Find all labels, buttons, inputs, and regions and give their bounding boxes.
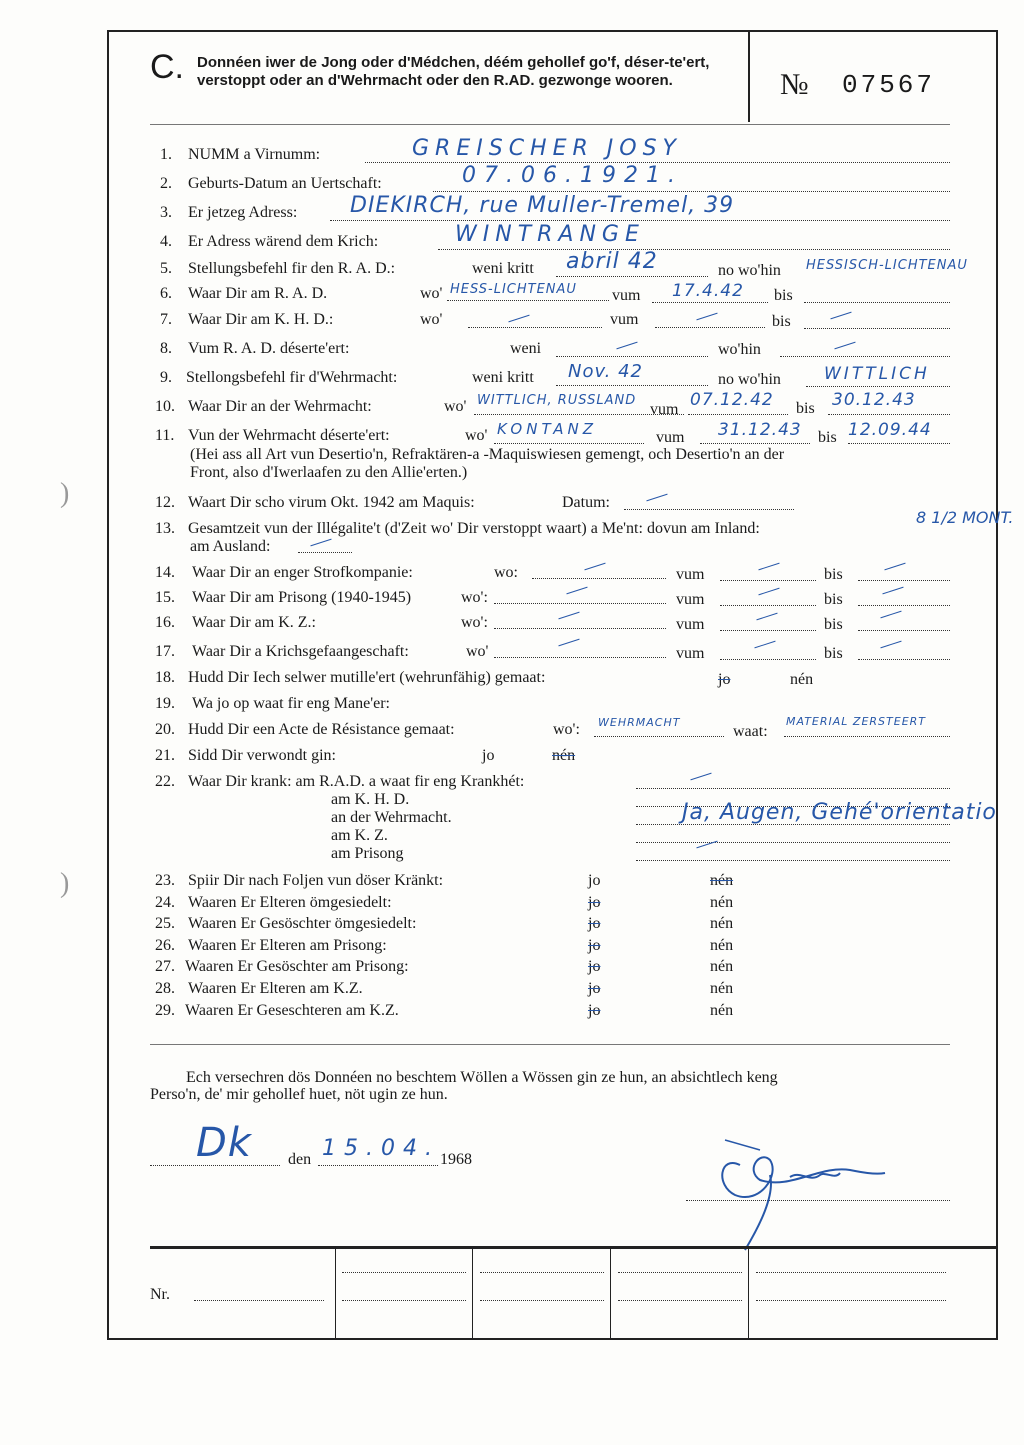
field-14-wo: wo: <box>494 564 518 581</box>
field-21-nen[interactable]: nén <box>552 747 576 764</box>
field-18-number: 18. <box>155 669 175 686</box>
header-rule <box>150 124 950 125</box>
field-10-line-c <box>828 414 950 415</box>
date-value[interactable]: 15.04. <box>322 1136 440 1161</box>
field-24-nen[interactable]: nén <box>710 894 734 911</box>
field-10-value[interactable]: WITTLICH, RUSSLAND <box>477 393 637 408</box>
field-20-number: 20. <box>155 721 175 738</box>
field-21-label: Sidd Dir verwondt gin: <box>188 747 336 764</box>
field-9-label: Stellongsbefehl fir d'Wehrmacht: <box>186 369 398 386</box>
field-16-wo: wo': <box>461 614 488 631</box>
field-6-from[interactable]: 17.4.42 <box>672 281 744 301</box>
field-17-line-b <box>720 659 816 660</box>
field-20-line-a <box>594 736 724 737</box>
field-14-line-b <box>720 580 816 581</box>
field-11-bis: bis <box>818 429 837 446</box>
field-1-label: NUMM a Virnumm: <box>188 146 321 163</box>
field-11-wo: wo' <box>465 427 488 444</box>
field-6-line-b <box>652 302 768 303</box>
field-7-bis: bis <box>772 313 791 330</box>
field-22-number: 22. <box>155 773 175 790</box>
date-line <box>318 1165 438 1166</box>
field-17-label: Waar Dir a Krichsgefaangeschaft: <box>192 643 409 660</box>
footer-cell-line[interactable] <box>618 1272 742 1273</box>
declaration-line-2: Perso'n, de' mir gehollef huet, nöt ugin ze hun. <box>150 1086 448 1103</box>
field-12-line <box>624 509 794 510</box>
field-14-label: Waar Dir an enger Strofkompanie: <box>192 564 413 581</box>
number-label: № <box>780 68 809 101</box>
field-22-sub-2: an der Wehrmacht. <box>331 809 452 826</box>
field-20-value2[interactable]: MATERIAL ZERSTEERT <box>786 715 927 728</box>
field-26-number: 26. <box>155 937 175 954</box>
field-11-from[interactable]: 31.12.43 <box>718 420 802 440</box>
field-14-line-a <box>532 578 666 579</box>
declaration-rule <box>150 1044 950 1045</box>
field-29-label: Waaren Er Geseschteren am K.Z. <box>185 1002 399 1019</box>
footer-cell-line[interactable] <box>756 1300 946 1301</box>
field-9-value[interactable]: Nov. 42 <box>568 361 644 382</box>
form-number: 07567 <box>842 70 936 100</box>
field-27-number: 27. <box>155 958 175 975</box>
field-2-value[interactable]: 07.06.1921. <box>462 163 683 188</box>
footer-cell-line[interactable] <box>342 1300 466 1301</box>
footer-cell-divider <box>748 1248 749 1338</box>
field-23-jo[interactable]: jo <box>588 872 601 889</box>
field-8-line-a <box>556 356 708 357</box>
field-10-number: 10. <box>155 398 175 415</box>
footer-cell-line[interactable] <box>480 1272 604 1273</box>
field-23-number: 23. <box>155 872 175 889</box>
punch-hole-mark: ) <box>60 868 70 899</box>
footer-nr-line[interactable] <box>194 1300 324 1301</box>
field-27-jo[interactable]: jo <box>588 958 601 975</box>
field-3-value[interactable]: DIEKIRCH, rue Muller-Tremel, 39 <box>350 193 735 218</box>
field-9-line-b <box>806 386 950 387</box>
field-22-sub-4: am Prisong <box>331 845 404 862</box>
field-18-nen[interactable]: nén <box>790 671 814 688</box>
field-6-bis: bis <box>774 287 793 304</box>
field-5-line-a <box>556 276 708 277</box>
field-13-number: 13. <box>155 520 175 537</box>
field-22-value[interactable]: Ja, Augen, Gehé'orientatio <box>682 800 997 825</box>
field-10-line-b <box>688 414 788 415</box>
field-17-wo: wo' <box>466 643 489 660</box>
field-8-where-label: wo'hin <box>718 341 761 358</box>
field-14-line-c <box>858 580 950 581</box>
field-10-to[interactable]: 30.12.43 <box>832 390 916 410</box>
field-2-line <box>433 191 950 192</box>
field-5-label: Stellungsbefehl fir den R. A. D.: <box>188 260 396 277</box>
field-13-ausland-label: am Ausland: <box>190 538 271 555</box>
field-11-label: Vun der Wehrmacht déserte'ert: <box>188 427 390 444</box>
field-13-value[interactable]: 8 1/2 MONT. <box>916 508 1014 527</box>
field-5-value2[interactable]: HESSISCH-LICHTENAU <box>806 258 968 273</box>
field-9-when-label: weni kritt <box>472 369 534 386</box>
footer-cell-line[interactable] <box>618 1300 742 1301</box>
field-25-label: Waaren Er Gesöschter ömgesiedelt: <box>188 915 417 932</box>
field-9-value2[interactable]: WITTLICH <box>824 364 930 384</box>
field-6-number: 6. <box>160 285 172 302</box>
field-15-line-a <box>494 603 666 604</box>
field-18-jo[interactable]: jo <box>718 671 731 688</box>
field-8-when-label: weni <box>510 340 542 357</box>
field-9-number: 9. <box>160 369 172 386</box>
field-2-number: 2. <box>160 175 172 192</box>
field-21-jo[interactable]: jo <box>482 747 495 764</box>
field-6-vum: vum <box>612 287 641 304</box>
field-10-label: Waar Dir an der Wehrmacht: <box>188 398 372 415</box>
field-6-label: Waar Dir am R. A. D. <box>188 285 328 302</box>
field-1-value[interactable]: GREISCHER JOSY <box>412 136 682 161</box>
footer-cell-divider <box>335 1248 336 1338</box>
field-11-note-2: Front, also d'Iwerlaafen zu den Allie'erten.) <box>190 464 468 481</box>
field-14-number: 14. <box>155 564 175 581</box>
field-11-value[interactable]: KONTANZ <box>497 420 598 438</box>
field-13-label: Gesamtzeit vun der Illégalite't (d'Zeit wo' Dir verstoppt waart) a Me'nt: dovun am Inland: <box>188 520 760 537</box>
field-17-bis: bis <box>824 645 843 662</box>
field-4-number: 4. <box>160 233 172 250</box>
field-16-number: 16. <box>155 614 175 631</box>
field-12-label: Waart Dir scho virum Okt. 1942 am Maquis: <box>188 494 475 511</box>
field-15-number: 15. <box>155 589 175 606</box>
field-18-label: Hudd Dir Iech selwer mutille'ert (wehrunfähig) gemaat: <box>188 669 546 686</box>
field-5-value[interactable]: abril 42 <box>566 249 658 274</box>
field-16-line-a <box>494 628 666 629</box>
field-7-label: Waar Dir am K. H. D.: <box>188 311 334 328</box>
place-value[interactable]: Dk <box>196 1120 252 1166</box>
field-6-value[interactable]: HESS-LICHTENAU <box>450 282 577 297</box>
field-8-line-b <box>780 356 950 357</box>
field-26-label: Waaren Er Elteren am Prisong: <box>188 937 387 954</box>
field-9-line-a <box>556 385 708 386</box>
field-6-line-a <box>447 300 609 301</box>
field-5-when-label: weni kritt <box>472 260 534 277</box>
field-15-bis: bis <box>824 591 843 608</box>
header-divider <box>748 32 750 122</box>
footer-cell-line[interactable] <box>480 1300 604 1301</box>
field-29-jo[interactable]: jo <box>588 1002 601 1019</box>
field-12-number: 12. <box>155 494 175 511</box>
field-23-nen[interactable]: nén <box>710 872 734 889</box>
field-27-nen[interactable]: nén <box>710 958 734 975</box>
field-11-number: 11. <box>155 427 175 444</box>
field-19-label: Wa jo op waat fir eng Mane'er: <box>192 695 390 712</box>
footer-rule <box>150 1246 998 1249</box>
field-27-label: Waaren Er Gesöschter am Prisong: <box>185 958 409 975</box>
field-20-wo: wo': <box>553 721 580 738</box>
field-16-label: Waar Dir am K. Z.: <box>192 614 316 631</box>
field-22-sub-1: am K. H. D. <box>331 791 410 808</box>
field-10-bis: bis <box>796 400 815 417</box>
field-4-value[interactable]: WINTRANGE <box>455 222 645 247</box>
field-3-line <box>330 220 950 221</box>
field-28-jo[interactable]: jo <box>588 980 601 997</box>
field-17-number: 17. <box>155 643 175 660</box>
section-title: Donnéen iwer de Jong oder d'Médchen, déém gehollef go'f, déser-te'ert, verstoppt oder an d'Wehrmacht oder den R.AD. gezwonge wooren. <box>197 54 710 89</box>
field-8-label: Vum R. A. D. déserte'ert: <box>188 340 350 357</box>
footer-cell-divider <box>610 1248 611 1338</box>
field-7-vum: vum <box>610 311 639 328</box>
field-9-where-label: no wo'hin <box>718 371 781 388</box>
field-15-wo: wo': <box>461 589 488 606</box>
field-10-from[interactable]: 07.12.42 <box>690 390 774 410</box>
footer-cell-line[interactable] <box>756 1272 946 1273</box>
field-28-nen[interactable]: nén <box>710 980 734 997</box>
field-16-bis: bis <box>824 616 843 633</box>
field-15-line-c <box>858 605 950 606</box>
field-7-line-b <box>655 327 765 328</box>
field-2-label: Geburts-Datum an Uertschaft: <box>188 175 382 192</box>
field-6-line-c <box>804 302 950 303</box>
date-year: 1968 <box>440 1151 472 1168</box>
field-16-vum: vum <box>676 616 705 633</box>
field-22-label: Waar Dir krank: am R.A.D. a waat fir eng Krankhét: <box>188 773 525 790</box>
field-10-wo: wo' <box>444 398 467 415</box>
field-7-line-c <box>804 328 950 329</box>
field-12-datum-label: Datum: <box>562 494 610 511</box>
field-24-number: 24. <box>155 894 175 911</box>
field-3-label: Er jetzeg Adress: <box>188 204 298 221</box>
field-5-number: 5. <box>160 260 172 277</box>
field-7-line-a <box>468 327 602 328</box>
field-3-number: 3. <box>160 204 172 221</box>
field-29-nen[interactable]: nén <box>710 1002 734 1019</box>
field-4-label: Er Adress wärend dem Krich: <box>188 233 379 250</box>
field-11-note-1: (Hei ass all Art vun Desertio'n, Refraktären-a -Maquiswiesen gemengt, och Desertio'n an der <box>190 446 785 463</box>
section-letter: C. <box>150 48 184 86</box>
field-8-number: 8. <box>160 340 172 357</box>
field-20-waat: waat: <box>733 723 768 740</box>
field-22-line-5 <box>636 860 950 861</box>
field-11-line-c <box>848 443 950 444</box>
field-16-line-b <box>720 630 816 631</box>
field-20-value[interactable]: WEHRMACHT <box>598 716 681 729</box>
field-10-vum: vum <box>650 401 679 418</box>
field-25-number: 25. <box>155 915 175 932</box>
field-26-jo[interactable]: jo <box>588 937 601 954</box>
field-6-wo: wo' <box>420 285 443 302</box>
field-14-vum: vum <box>676 566 705 583</box>
field-24-label: Waaren Er Elteren ömgesiedelt: <box>188 894 392 911</box>
field-17-line-a <box>494 657 666 658</box>
field-26-nen[interactable]: nén <box>710 937 734 954</box>
field-11-line-b <box>700 443 810 444</box>
field-22-line-4 <box>636 842 950 843</box>
punch-hole-mark: ) <box>60 478 70 509</box>
field-11-to[interactable]: 12.09.44 <box>848 420 932 440</box>
field-16-line-c <box>858 630 950 631</box>
footer-cell-divider <box>472 1248 473 1338</box>
field-11-vum: vum <box>656 429 685 446</box>
field-24-jo[interactable]: jo <box>588 894 601 911</box>
field-25-jo[interactable]: jo <box>588 915 601 932</box>
date-den-label: den <box>288 1151 312 1168</box>
field-15-line-b <box>720 605 816 606</box>
field-22-line-1 <box>636 788 950 789</box>
field-22-sub-3: am K. Z. <box>331 827 388 844</box>
field-25-nen[interactable]: nén <box>710 915 734 932</box>
field-28-number: 28. <box>155 980 175 997</box>
field-5-where-label: no wo'hin <box>718 262 781 279</box>
field-21-number: 21. <box>155 747 175 764</box>
declaration-line-1: Ech versechren dös Donnéen no beschtem Wöllen a Wössen gin ze hun, an absichtlech keng <box>186 1069 778 1086</box>
field-15-vum: vum <box>676 591 705 608</box>
field-7-wo: wo' <box>420 311 443 328</box>
field-20-line-b <box>784 736 950 737</box>
field-17-line-c <box>858 659 950 660</box>
field-29-number: 29. <box>155 1002 175 1019</box>
field-1-number: 1. <box>160 146 172 163</box>
field-7-number: 7. <box>160 311 172 328</box>
field-19-number: 19. <box>155 695 175 712</box>
field-17-vum: vum <box>676 645 705 662</box>
field-14-bis: bis <box>824 566 843 583</box>
field-13-line <box>298 552 352 553</box>
footer-nr-label: Nr. <box>150 1286 170 1303</box>
field-28-label: Waaren Er Elteren am K.Z. <box>188 980 363 997</box>
signature <box>700 1125 900 1255</box>
field-23-label: Spiir Dir nach Foljen vun döser Kränkt: <box>188 872 444 889</box>
field-11-line-a <box>494 443 644 444</box>
field-15-label: Waar Dir am Prisong (1940-1945) <box>192 589 412 606</box>
field-20-label: Hudd Dir een Acte de Résistance gemaat: <box>188 721 455 738</box>
field-4-line <box>438 249 950 250</box>
footer-cell-line[interactable] <box>342 1272 466 1273</box>
